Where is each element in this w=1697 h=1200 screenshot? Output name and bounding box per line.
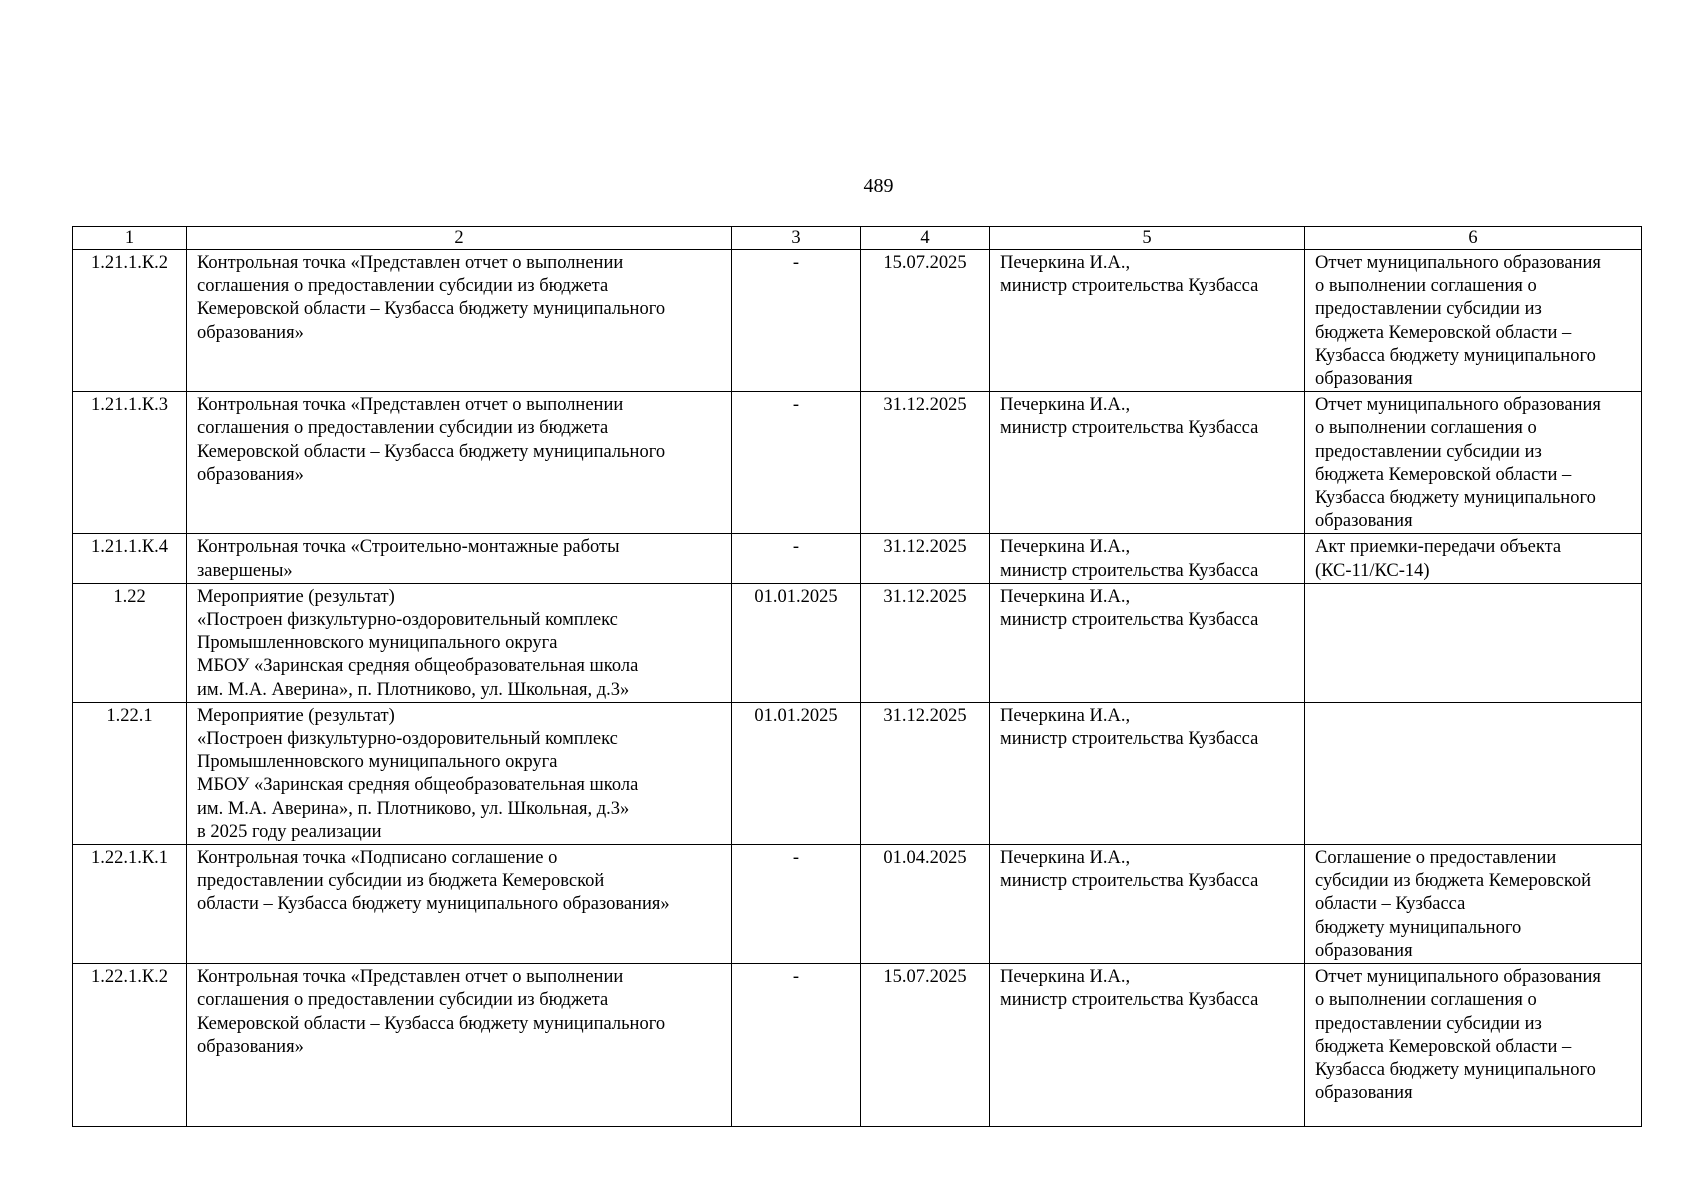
end-date: 01.04.2025: [861, 845, 990, 964]
row-name: [187, 250, 732, 392]
document-line: образования: [1315, 1083, 1413, 1104]
responsible-line: Печеркина И.А.,: [1000, 395, 1131, 416]
start-date: -: [732, 250, 861, 392]
row-name: [187, 583, 732, 702]
document-line: бюджету муниципального: [1315, 917, 1522, 938]
start-date: -: [732, 964, 861, 1127]
name-line: им. М.А. Аверина», п. Плотниково, ул. Школьная, д.3»: [197, 679, 630, 700]
document-line: Отчет муниципального образования: [1315, 395, 1601, 416]
document-line: предоставлении субсидии из: [1315, 299, 1542, 320]
name-line: соглашения о предоставлении субсидии из бюджета: [197, 990, 609, 1011]
responsible-line: Печеркина И.А.,: [1000, 586, 1131, 607]
end-date: 31.12.2025: [861, 534, 990, 583]
document-line: предоставлении субсидии из: [1315, 441, 1542, 462]
responsible-person: [990, 250, 1305, 392]
document-line: Кузбасса бюджету муниципального: [1315, 345, 1596, 366]
responsible-line: Печеркина И.А.,: [1000, 967, 1131, 988]
responsible-line: министр строительства Кузбасса: [1000, 729, 1259, 750]
row-number: 1.21.1.К.2: [73, 250, 187, 392]
name-line: Контрольная точка «Представлен отчет о выполнении: [197, 253, 624, 273]
name-line: Контрольная точка «Представлен отчет о выполнении: [197, 967, 624, 988]
table-row: [73, 702, 1642, 844]
row-number: 1.21.1.К.3: [73, 392, 187, 534]
name-line: Промышленновского муниципального округа: [197, 752, 558, 773]
document-line: предоставлении субсидии из: [1315, 1013, 1542, 1034]
result-document: [1305, 845, 1642, 964]
document-line: Акт приемки-передачи объекта: [1315, 537, 1562, 558]
responsible-line: министр строительства Кузбасса: [1000, 990, 1259, 1011]
name-line: Мероприятие (результат): [197, 586, 395, 607]
table-row: [73, 845, 1642, 964]
row-number: 1.21.1.К.4: [73, 534, 187, 583]
name-line: образования»: [197, 464, 304, 485]
document-line: Отчет муниципального образования: [1315, 253, 1601, 273]
end-date: 31.12.2025: [861, 583, 990, 702]
column-header: 1: [73, 227, 187, 250]
row-name: [187, 702, 732, 844]
name-line: предоставлении субсидии из бюджета Кемеровской: [197, 871, 605, 892]
document-line: области – Кузбасса: [1315, 894, 1466, 915]
table-row: [73, 250, 1642, 392]
end-date: 15.07.2025: [861, 964, 990, 1127]
start-date: -: [732, 534, 861, 583]
start-date: -: [732, 845, 861, 964]
end-date: 15.07.2025: [861, 250, 990, 392]
result-document: [1305, 583, 1642, 702]
document-line: о выполнении соглашения о: [1315, 418, 1537, 439]
name-line: соглашения о предоставлении субсидии из бюджета: [197, 276, 609, 297]
name-line: МБОУ «Заринская средняя общеобразовательная школа: [197, 775, 639, 796]
name-line: Промышленновского муниципального округа: [197, 633, 558, 654]
document-line: бюджета Кемеровской области –: [1315, 464, 1572, 485]
responsible-line: министр строительства Кузбасса: [1000, 560, 1259, 581]
document-line: субсидии из бюджета Кемеровской: [1315, 871, 1592, 892]
result-document: [1305, 250, 1642, 392]
responsible-line: Печеркина И.А.,: [1000, 705, 1131, 726]
responsible-line: Печеркина И.А.,: [1000, 848, 1131, 869]
name-line: «Построен физкультурно-оздоровительный комплекс: [197, 610, 618, 631]
name-line: Мероприятие (результат): [197, 705, 395, 726]
plan-table: [72, 226, 1642, 1127]
document-line: Кузбасса бюджету муниципального: [1315, 1059, 1596, 1080]
column-header: 3: [732, 227, 861, 250]
start-date: -: [732, 392, 861, 534]
document-line: Отчет муниципального образования: [1315, 967, 1601, 988]
responsible-line: Печеркина И.А.,: [1000, 537, 1131, 558]
end-date: 31.12.2025: [861, 702, 990, 844]
row-number: 1.22: [73, 583, 187, 702]
table-body: [73, 250, 1642, 1127]
document-line: образования: [1315, 511, 1413, 532]
document-line: (КС-11/КС-14): [1315, 560, 1430, 581]
table-row: [73, 392, 1642, 534]
row-name: [187, 845, 732, 964]
responsible-line: министр строительства Кузбасса: [1000, 610, 1259, 631]
name-line: Кемеровской области – Кузбасса бюджету муниципального: [197, 1013, 666, 1034]
row-number: 1.22.1.К.1: [73, 845, 187, 964]
name-line: Контрольная точка «Представлен отчет о выполнении: [197, 395, 624, 416]
responsible-person: [990, 845, 1305, 964]
result-document: [1305, 534, 1642, 583]
responsible-person: [990, 702, 1305, 844]
end-date: 31.12.2025: [861, 392, 990, 534]
responsible-line: министр строительства Кузбасса: [1000, 418, 1259, 439]
document-line: бюджета Кемеровской области –: [1315, 1036, 1572, 1057]
responsible-person: [990, 534, 1305, 583]
document-line: образования: [1315, 940, 1413, 961]
column-header: 2: [187, 227, 732, 250]
document-line: бюджета Кемеровской области –: [1315, 322, 1572, 343]
name-line: соглашения о предоставлении субсидии из бюджета: [197, 418, 609, 439]
responsible-line: министр строительства Кузбасса: [1000, 871, 1259, 892]
responsible-line: министр строительства Кузбасса: [1000, 276, 1259, 297]
responsible-line: Печеркина И.А.,: [1000, 253, 1131, 273]
document-line: о выполнении соглашения о: [1315, 990, 1537, 1011]
result-document: [1305, 702, 1642, 844]
table-row: [73, 964, 1642, 1127]
responsible-person: [990, 964, 1305, 1127]
document-line: Кузбасса бюджету муниципального: [1315, 488, 1596, 509]
start-date: 01.01.2025: [732, 702, 861, 844]
name-line: Кемеровской области – Кузбасса бюджету муниципального: [197, 441, 666, 462]
document-line: образования: [1315, 369, 1413, 390]
column-header: 5: [990, 227, 1305, 250]
responsible-person: [990, 583, 1305, 702]
name-line: образования»: [197, 1036, 304, 1057]
header-row: [73, 227, 1642, 250]
name-line: Контрольная точка «Подписано соглашение о: [197, 848, 558, 869]
name-line: им. М.А. Аверина», п. Плотниково, ул. Школьная, д.3»: [197, 798, 630, 819]
responsible-person: [990, 392, 1305, 534]
name-line: образования»: [197, 322, 304, 343]
column-header: 4: [861, 227, 990, 250]
name-line: «Построен физкультурно-оздоровительный комплекс: [197, 729, 618, 750]
name-line: Контрольная точка «Строительно-монтажные работы: [197, 537, 620, 558]
name-line: МБОУ «Заринская средняя общеобразовательная школа: [197, 656, 639, 677]
document-line: о выполнении соглашения о: [1315, 276, 1537, 297]
table-row: [73, 583, 1642, 702]
row-number: 1.22.1.К.2: [73, 964, 187, 1127]
result-document: [1305, 392, 1642, 534]
row-number: 1.22.1: [73, 702, 187, 844]
row-name: [187, 392, 732, 534]
document-line: Соглашение о предоставлении: [1315, 848, 1557, 869]
name-line: области – Кузбасса бюджету муниципального образования»: [197, 894, 670, 915]
start-date: 01.01.2025: [732, 583, 861, 702]
row-name: [187, 534, 732, 583]
table-row: [73, 534, 1642, 583]
row-name: [187, 964, 732, 1127]
page-number: 489: [863, 175, 894, 197]
name-line: завершены»: [197, 560, 293, 581]
result-document: [1305, 964, 1642, 1127]
name-line: Кемеровской области – Кузбасса бюджету муниципального: [197, 299, 666, 320]
name-line: в 2025 году реализации: [197, 821, 382, 842]
column-header: 6: [1305, 227, 1642, 250]
